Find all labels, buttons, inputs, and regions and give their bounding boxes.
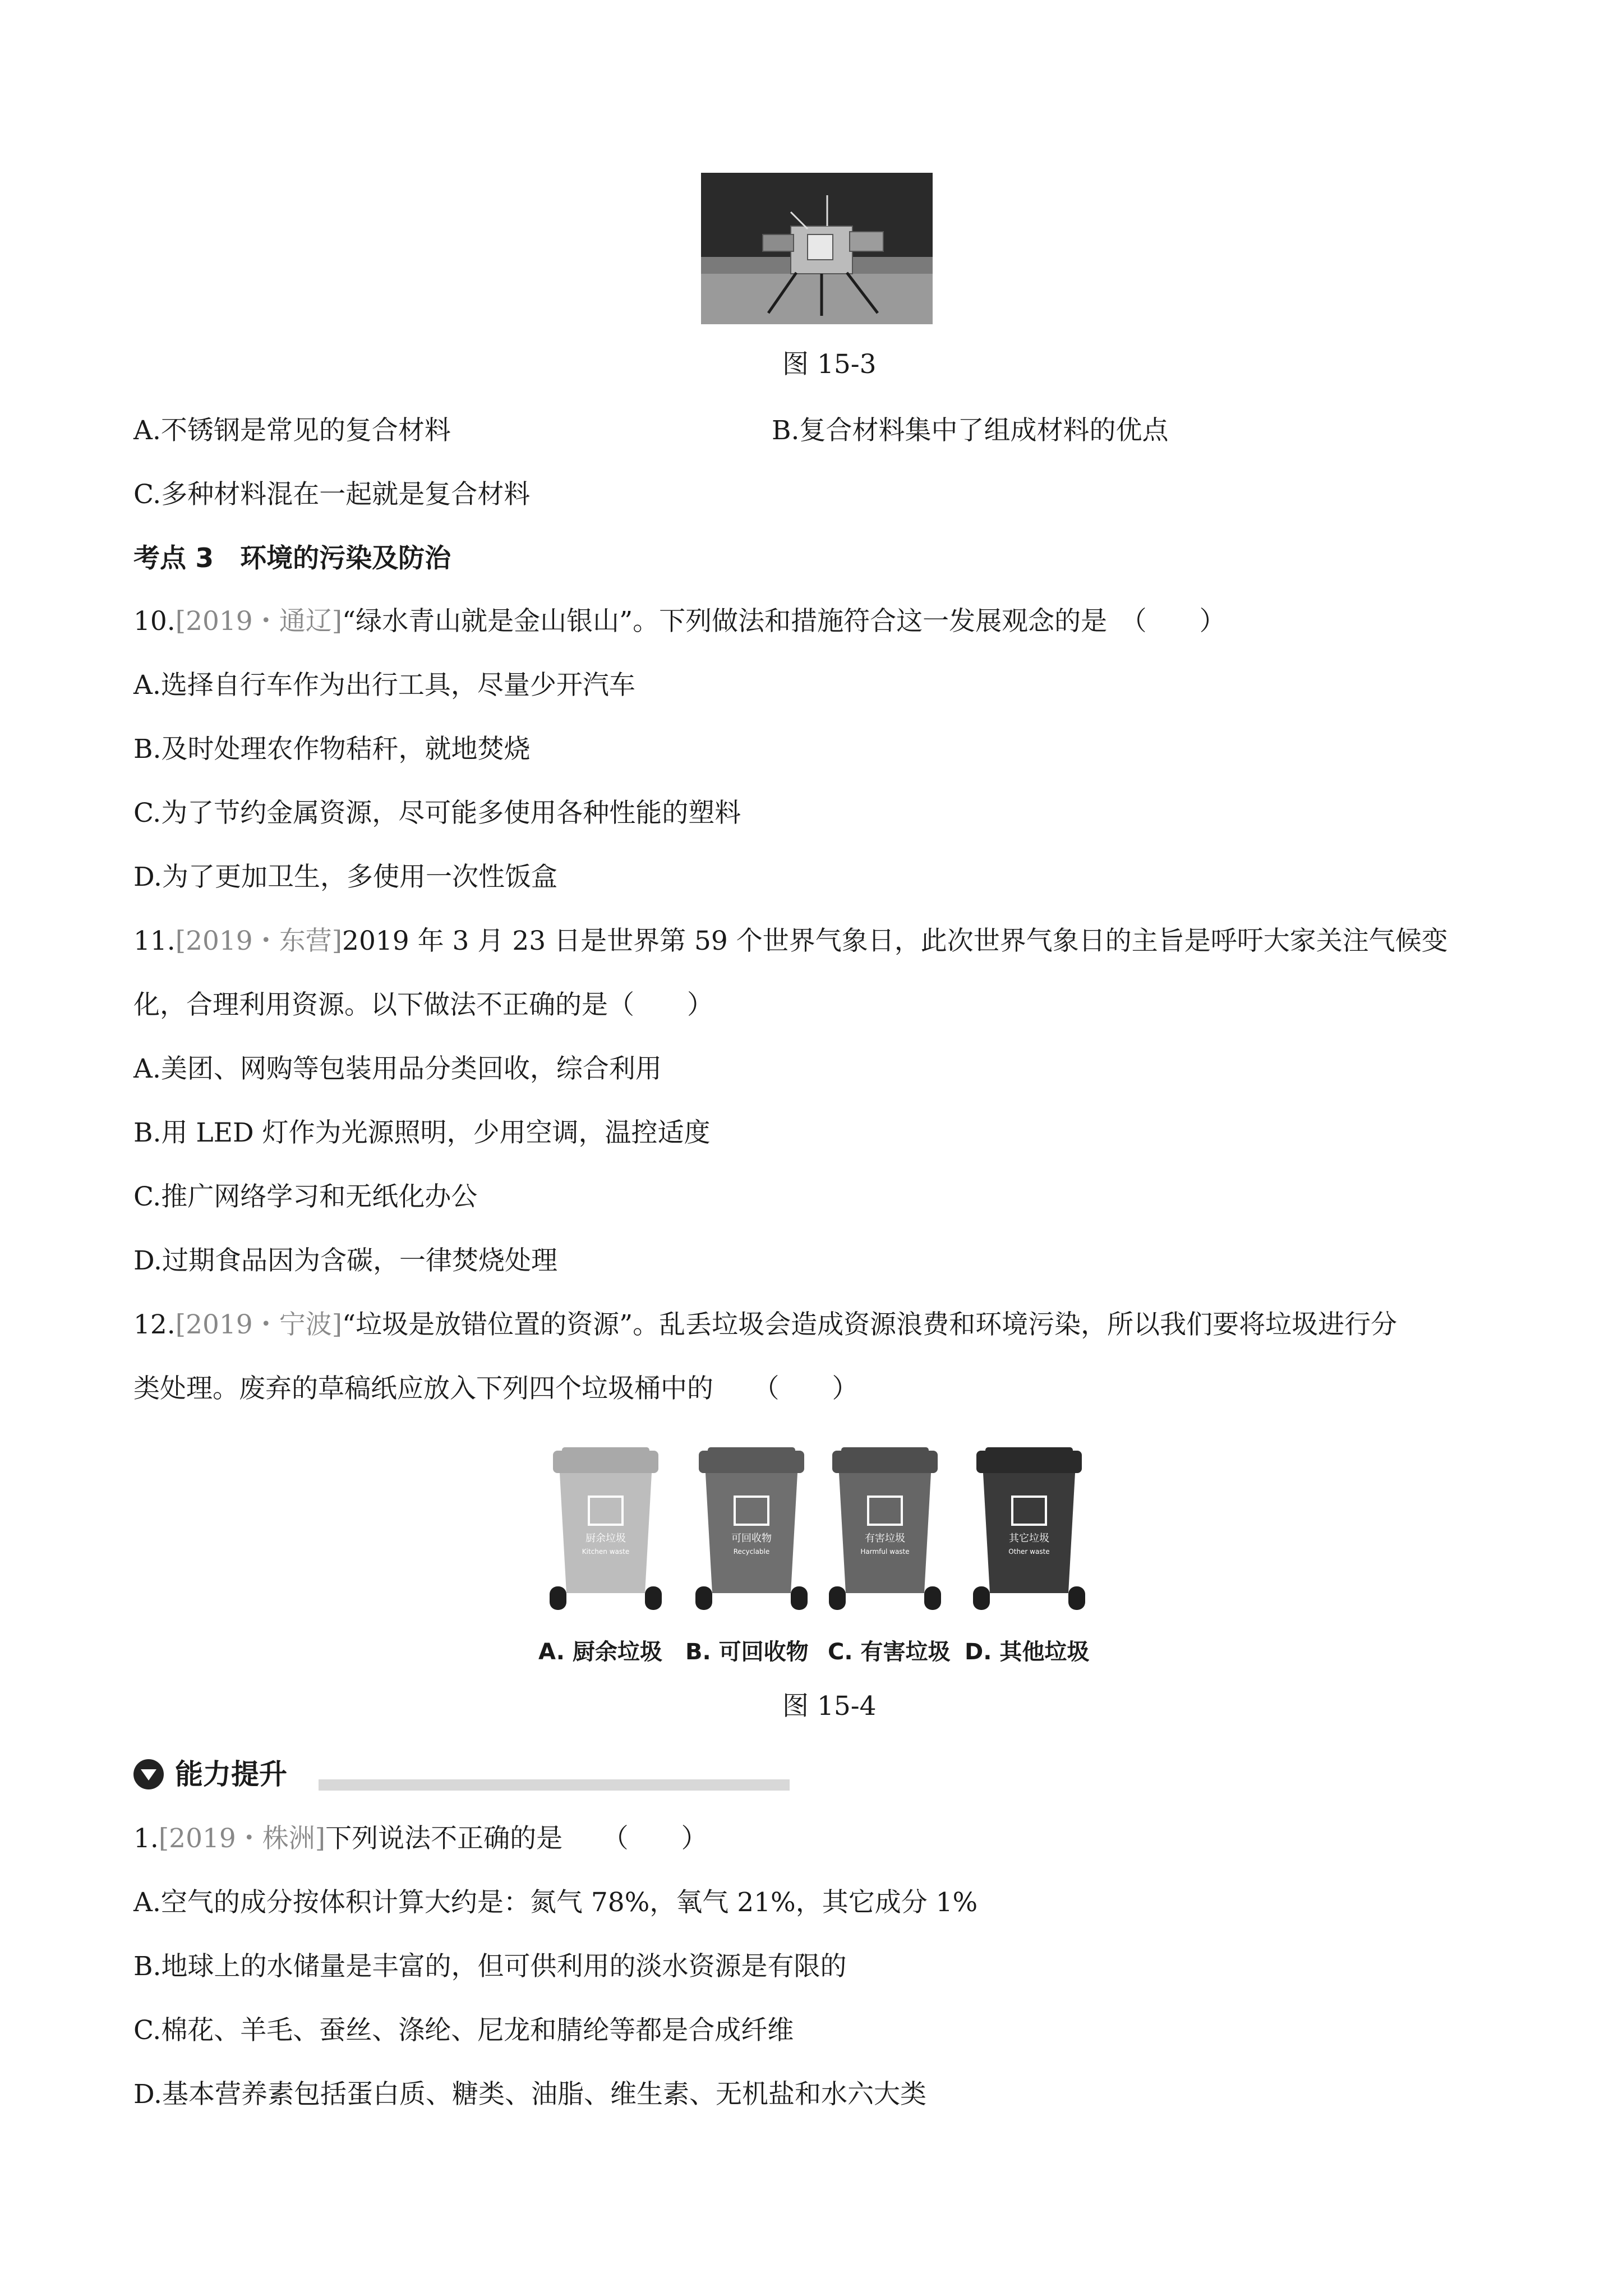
question-source: [2019・东营] xyxy=(175,926,343,956)
figure-caption: 图 15-3 xyxy=(782,349,877,380)
lunar-lander-photo xyxy=(701,173,933,324)
question-text: “垃圾是放错位置的资源”。乱丢垃圾会造成资源浪费和环境污染，所以我们要将垃圾进行分 xyxy=(342,1309,1398,1340)
bin-label: 厨余垃圾 xyxy=(585,1533,626,1544)
topic-heading: 考点 3 环境的污染及防治 xyxy=(133,543,451,574)
q10-option-b: B.及时处理农作物秸秆，就地焚烧 xyxy=(133,734,531,765)
a1-option-a: A.空气的成分按体积计算大约是：氮气 78%，氧气 21%，其它成分 1% xyxy=(133,1887,978,1918)
q9-option-a: A.不锈钢是常见的复合材料 xyxy=(133,415,451,446)
down-triangle-icon xyxy=(133,1759,164,1789)
figure-caption: 图 15-4 xyxy=(782,1691,877,1722)
question-number: 11. xyxy=(133,926,176,956)
question-number: 10. xyxy=(133,606,176,637)
bin-label: 其它垃圾 xyxy=(1009,1533,1049,1544)
a1-option-b: B.地球上的水储量是丰富的，但可供利用的淡水资源是有限的 xyxy=(133,1951,847,1982)
question-12-stem-cont: 类处理。废弃的草稿纸应放入下列四个垃圾桶中的 （ ） xyxy=(133,1373,859,1404)
q10-option-c: C.为了节约金属资源，尽可能多使用各种性能的塑料 xyxy=(133,798,741,829)
question-10-stem xyxy=(133,605,1226,638)
bin-option-label: B. 可回收物 xyxy=(685,1639,809,1665)
q10-option-d: D.为了更加卫生，多使用一次性饭盒 xyxy=(133,862,557,892)
bin-english-label: Harmful waste xyxy=(860,1548,910,1556)
q10-option-a: A.选择自行车作为出行工具，尽量少开汽车 xyxy=(133,670,635,701)
question-12-stem xyxy=(133,1308,1397,1342)
question-text: “绿水青山就是金山银山”。下列做法和措施符合这一发展观念的是 （ ） xyxy=(342,606,1226,637)
question-source: [2019・通辽] xyxy=(175,606,343,637)
question-text: 2019 年 3 月 23 日是世界第 59 个世界气象日，此次世界气象日的主旨是呼吁大家关注气候变 xyxy=(342,926,1448,956)
trash-bin-2 xyxy=(695,1446,808,1614)
bin-english-label: Kitchen waste xyxy=(582,1548,630,1556)
bin-option-label: D. 其他垃圾 xyxy=(965,1639,1090,1665)
a1-option-c: C.棉花、羊毛、蚕丝、涤纶、尼龙和腈纶等都是合成纤维 xyxy=(133,2015,794,2046)
q11-option-c: C.推广网络学习和无纸化办公 xyxy=(133,1181,478,1212)
question-number: 1. xyxy=(133,1823,159,1854)
trash-bin-1 xyxy=(550,1446,662,1614)
question-source: [2019・株洲] xyxy=(158,1823,326,1854)
q11-option-b: B.用 LED 灯作为光源照明，少用空调，温控适度 xyxy=(133,1117,711,1148)
q9-option-c: C.多种材料混在一起就是复合材料 xyxy=(133,479,531,510)
question-11-stem xyxy=(133,924,1448,958)
q11-option-a: A.美团、网购等包装用品分类回收，综合利用 xyxy=(133,1053,662,1084)
bin-label: 有害垃圾 xyxy=(865,1533,905,1544)
bin-english-label: Other waste xyxy=(1008,1548,1050,1556)
ability-question-1-stem xyxy=(133,1822,708,1856)
bin-english-label: Recyclable xyxy=(733,1548,770,1556)
bin-label: 可回收物 xyxy=(731,1533,772,1544)
bin-option-label: A. 厨余垃圾 xyxy=(538,1639,662,1665)
question-text: 下列说法不正确的是 （ ） xyxy=(325,1823,708,1854)
trash-bin-3 xyxy=(829,1446,941,1614)
section-divider xyxy=(319,1779,790,1791)
trash-bin-4 xyxy=(973,1446,1085,1614)
question-11-stem-cont: 化，合理利用资源。以下做法不正确的是（ ） xyxy=(133,990,713,1020)
q9-option-b: B.复合材料集中了组成材料的优点 xyxy=(772,415,1169,446)
bin-option-label: C. 有害垃圾 xyxy=(828,1639,951,1665)
section-title: 能力提升 xyxy=(175,1758,287,1791)
question-number: 12. xyxy=(133,1309,176,1340)
a1-option-d: D.基本营养素包括蛋白质、糖类、油脂、维生素、无机盐和水六大类 xyxy=(133,2079,926,2110)
q11-option-d: D.过期食品因为含碳，一律焚烧处理 xyxy=(133,1245,557,1276)
question-source: [2019・宁波] xyxy=(175,1309,343,1340)
